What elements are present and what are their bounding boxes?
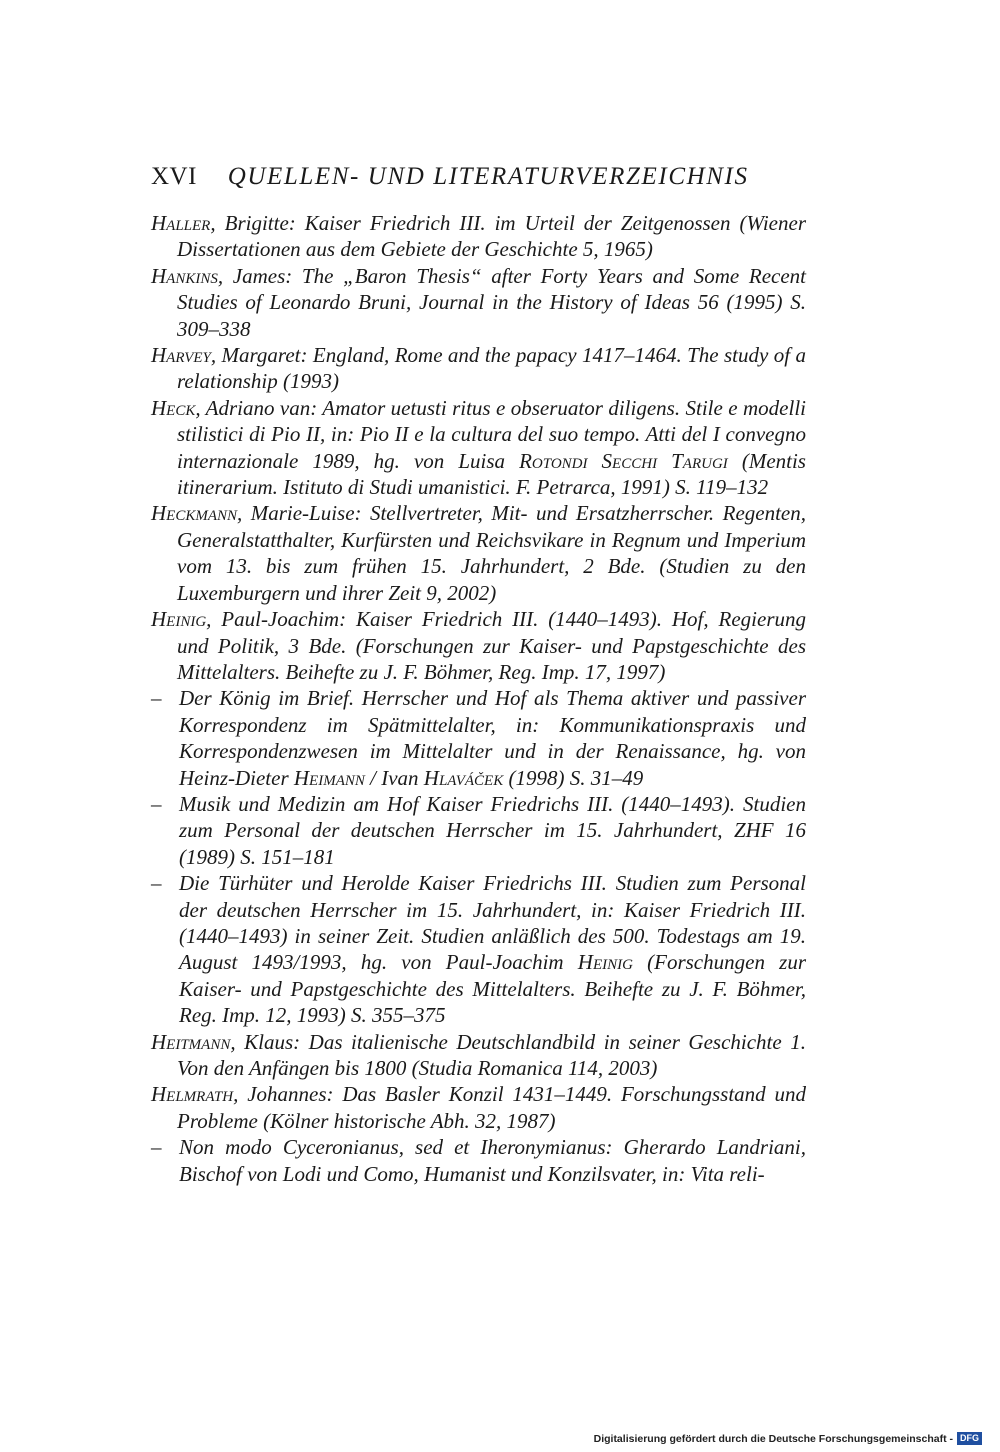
entry-dash: – <box>151 791 162 816</box>
entry-author: Haller <box>151 211 211 235</box>
bib-entry-heck <box>151 395 806 501</box>
bib-entry-heckmann <box>151 500 806 606</box>
bibliography-list <box>151 210 806 1187</box>
dfg-logo: DFG <box>957 1432 982 1445</box>
entry-text: , Margaret: England, Rome and the papacy 1417–1464. The study of a relationship (1993) <box>177 343 806 394</box>
entry-text: , James: The „Baron Thesis“ after Forty Years and Some Recent Studies of Leonardo Bruni, Journal in the History of Ideas 56 (1995) S. 309–338 <box>177 263 806 341</box>
bib-subentry-heinig-tuerhueter <box>151 870 806 1028</box>
entry-author: Heckmann <box>151 501 238 526</box>
digitization-footer <box>594 1432 982 1445</box>
entry-author: Hankins <box>151 263 218 288</box>
entry-text: , Brigitte: Kaiser Friedrich III. im Urteil der Zeitgenossen (Wiener Dissertationen aus dem Gebiete der Geschichte 5, 1965) <box>177 211 806 262</box>
editor-name: Hlaváček <box>423 765 504 790</box>
entry-text-cont: (Forschungen zur Kaiser- und Papstgeschichte des Mittelalters. Beihefte zu J. F. Böhmer, Reg. Imp. 12, 1993) S. 355–375 <box>179 950 806 1028</box>
entry-dash: – <box>151 1135 162 1160</box>
editor-name: Heimann <box>293 765 365 790</box>
entry-text-cont: (Mentis itinerarium. Istituto di Studi umanistici. F. Petrarca, 1991) S. 119–132 <box>177 448 806 500</box>
editor-name: Heinig <box>577 950 633 975</box>
entry-author: Heitmann <box>151 1029 231 1054</box>
entry-text: Musik und Medizin am Hof Kaiser Friedrichs III. (1440–1493). Studien zum Personal der deutschen Herrscher im 15. Jahrhundert, ZHF 16 (1989) S. 151–181 <box>179 791 806 869</box>
bib-entry-heinig <box>151 606 806 685</box>
entry-text: , Paul-Joachim: Kaiser Friedrich III. (1440–1493). Hof, Regierung und Politik, 3 Bde. (Forschungen zur Kaiser- und Papstgeschichte des Mittelalters. Beihefte zu J. F. Böhmer, Reg. Imp. 17, 1997) <box>177 607 806 684</box>
entry-author: Heinig <box>151 607 207 632</box>
entry-text: , Klaus: Das italienische Deutschlandbild in seiner Geschichte 1. Von den Anfängen bis 1800 (Studia Romanica 114, 2003) <box>177 1029 806 1080</box>
entry-text: , Adriano van: Amator uetusti ritus e obseruator diligens. Stile e modelli stilistici di Pio II, in: Pio II e la cultura del suo tempo. Atti del I convegno internazionale 1989, hg. von Luisa <box>177 395 806 473</box>
entry-text: , Marie-Luise: Stellvertreter, Mit- und Ersatzherrscher. Regenten, Generalstatthalter, Kurfürsten und Reichsvikare in Regnum und Imperium vom 13. bis zum frühen 15. Jahrhundert, 2 Bde. (Studien zu den Luxemburgern und ihrer Zeit 9, 2002) <box>177 501 806 605</box>
entry-text: Die Türhüter und Herolde Kaiser Friedrichs III. Studien zum Personal der deutschen Herrscher im 15. Jahrhundert, in: Kaiser Friedrich III. (1440–1493) in seiner Zeit. Studien anläßlich des 500. Todestags am 19. August 1493/1993, hg. von Paul-Joachim <box>179 871 806 975</box>
bib-subentry-heinig-musik <box>151 791 806 870</box>
entry-dash: – <box>151 871 162 896</box>
page-number: XVI <box>151 163 197 190</box>
bib-entry-hankins <box>151 263 806 342</box>
entry-text-cont: (1998) S. 31–49 <box>503 765 644 790</box>
entry-author: Harvey <box>151 343 211 368</box>
bib-entry-heitmann <box>151 1029 806 1082</box>
footer-text: Digitalisierung gefördert durch die Deutsche Forschungsgemeinschaft - <box>593 1432 953 1445</box>
entry-text: Non modo Cyceronianus, sed et Iheronymianus: Gherardo Landriani, Bischof von Lodi und Como, Humanist und Konzilsvater, in: Vita reli- <box>179 1135 806 1186</box>
bib-subentry-heinig-koenig <box>151 685 806 791</box>
editor-name: Rotondi Secchi Tarugi <box>519 448 728 473</box>
bib-subentry-helmrath-cyceronianus <box>151 1134 806 1187</box>
running-title: QUELLEN- UND LITERATURVERZEICHNIS <box>227 163 749 190</box>
entry-author: Heck <box>151 395 196 420</box>
entry-text-mid: / Ivan <box>364 765 424 790</box>
bib-entry-helmrath <box>151 1081 806 1134</box>
entry-text: Der König im Brief. Herrscher und Hof als Thema aktiver und passiver Korrespondenz im Spätmittelalter, in: Kommunikationspraxis und Korrespondenzwesen im Mittelalter und in der Renaissance, hg. von Heinz-Dieter <box>179 686 806 790</box>
bib-entry-harvey <box>151 342 806 395</box>
bib-entry-haller <box>151 210 806 263</box>
entry-dash: – <box>151 686 162 711</box>
entry-author: Helmrath <box>151 1082 234 1107</box>
running-header <box>151 163 851 191</box>
entry-text: , Johannes: Das Basler Konzil 1431–1449. Forschungsstand und Probleme (Kölner historische Abh. 32, 1987) <box>177 1082 806 1133</box>
